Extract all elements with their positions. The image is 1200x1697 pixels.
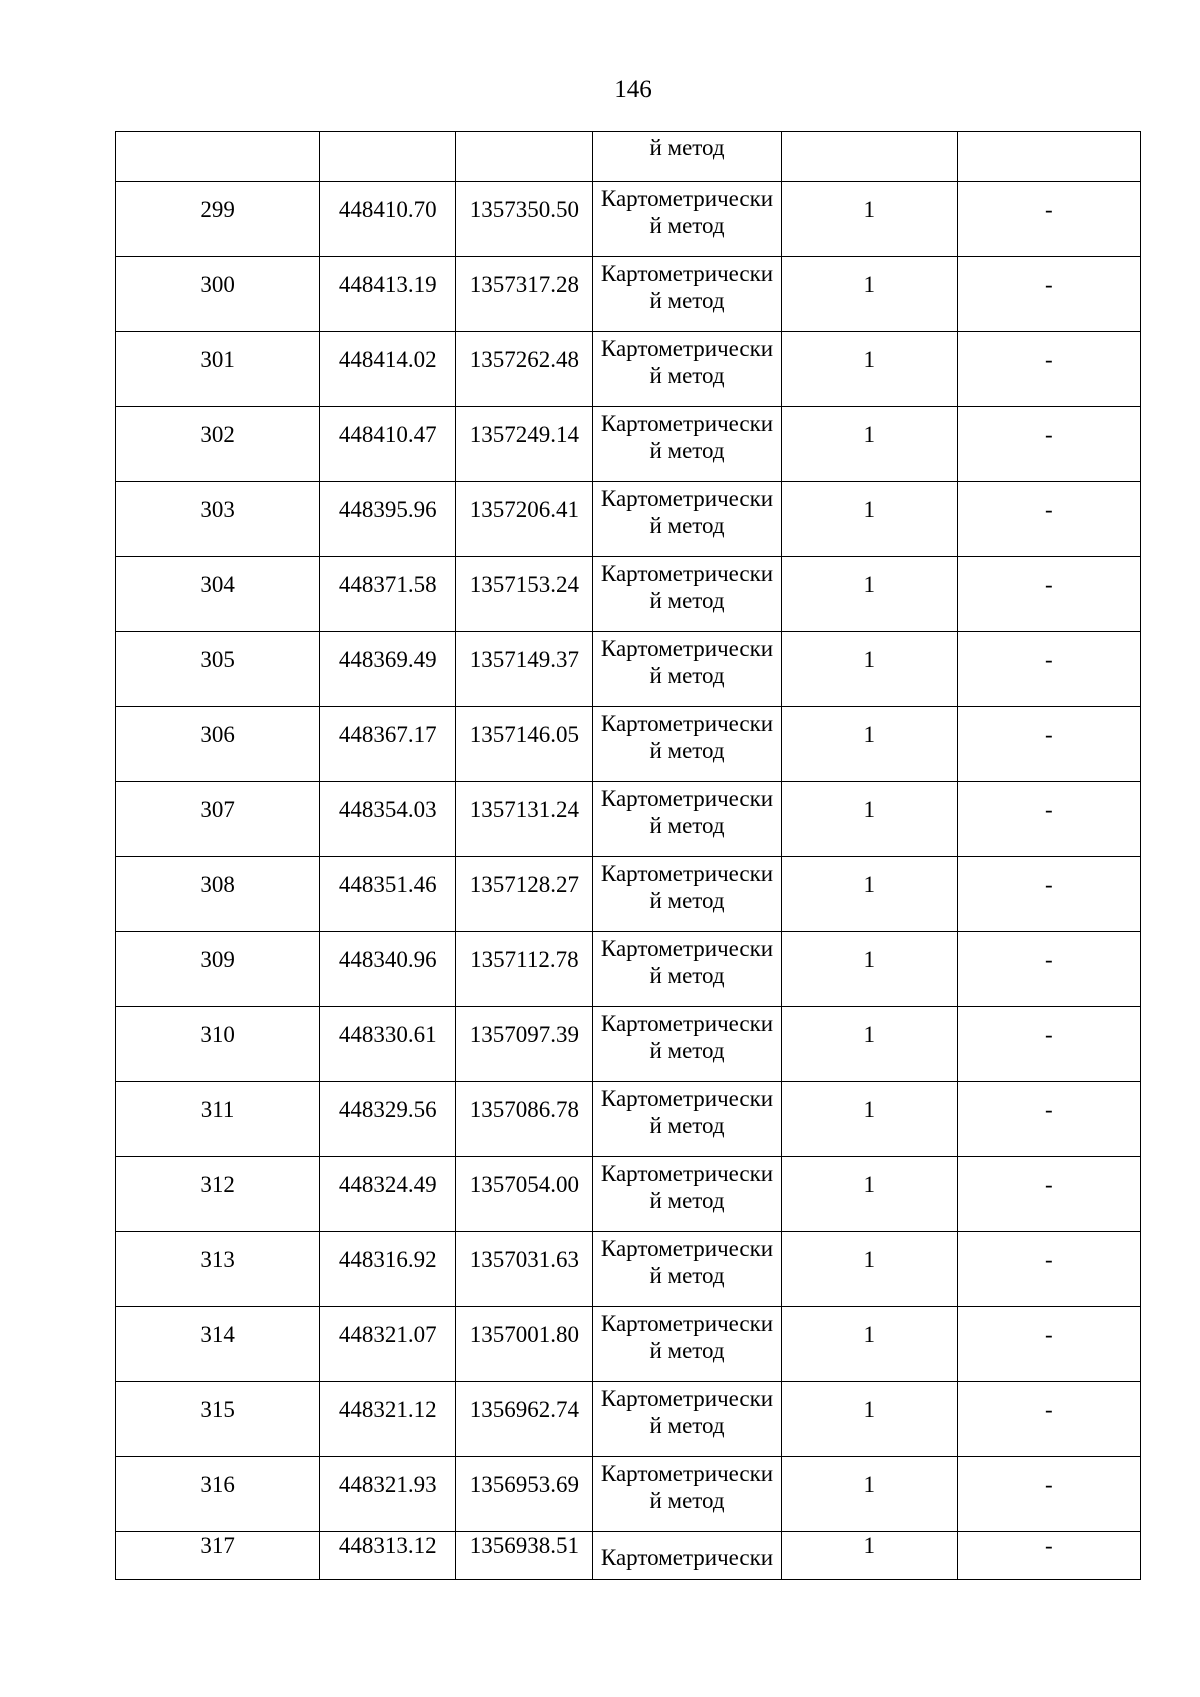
accuracy-cell: 1: [781, 1007, 957, 1082]
method-line-2: й метод: [649, 1188, 725, 1213]
accuracy-cell: 1: [781, 632, 957, 707]
y-cell: 1357128.27: [456, 857, 593, 932]
point-cell: 314: [116, 1307, 320, 1382]
x-cell: 448413.19: [320, 257, 456, 332]
note-cell: -: [957, 1532, 1140, 1580]
note-cell: -: [957, 1082, 1140, 1157]
x-cell: 448367.17: [320, 707, 456, 782]
method-cell: [593, 1007, 781, 1082]
x-cell: 448324.49: [320, 1157, 456, 1232]
note-cell: -: [957, 632, 1140, 707]
method-line-1: Картометрически: [600, 1236, 774, 1261]
method-cell: [593, 132, 781, 182]
x-cell: 448414.02: [320, 332, 456, 407]
method-line-2: й метод: [649, 1263, 725, 1288]
method-cell: [593, 707, 781, 782]
accuracy-cell: 1: [781, 182, 957, 257]
method-line-2: й метод: [649, 513, 725, 538]
note-cell: [957, 132, 1140, 182]
y-cell: 1357086.78: [456, 1082, 593, 1157]
accuracy-cell: 1: [781, 557, 957, 632]
note-cell: -: [957, 1382, 1140, 1457]
method-line-1: Картометрически: [600, 186, 774, 211]
x-cell: 448340.96: [320, 932, 456, 1007]
y-cell: 1357146.05: [456, 707, 593, 782]
y-cell: 1356953.69: [456, 1457, 593, 1532]
method-line-2: й метод: [649, 588, 725, 613]
x-cell: 448321.12: [320, 1382, 456, 1457]
y-cell: 1357350.50: [456, 182, 593, 257]
method-line-1: Картометрически: [600, 261, 774, 286]
note-cell: -: [957, 182, 1140, 257]
method-cell: [593, 932, 781, 1007]
method-cell: [593, 782, 781, 857]
method-cell: [593, 257, 781, 332]
point-cell: 316: [116, 1457, 320, 1532]
method-line-1: Картометрически: [600, 1311, 774, 1336]
accuracy-cell: 1: [781, 782, 957, 857]
accuracy-cell: 1: [781, 482, 957, 557]
method-cell: [593, 557, 781, 632]
y-cell: 1357097.39: [456, 1007, 593, 1082]
point-cell: 310: [116, 1007, 320, 1082]
method-line-1: Картометрически: [600, 1011, 774, 1036]
point-cell: 303: [116, 482, 320, 557]
accuracy-cell: 1: [781, 1382, 957, 1457]
table-row-last: [116, 1532, 1141, 1580]
point-cell: [116, 132, 320, 182]
method-cell: [593, 1532, 781, 1580]
table-row: [116, 1232, 1141, 1307]
x-cell: 448316.92: [320, 1232, 456, 1307]
method-line-1: Картометрически: [600, 936, 774, 961]
point-cell: 312: [116, 1157, 320, 1232]
method-line-2: й метод: [649, 663, 725, 688]
method-cell: [593, 1232, 781, 1307]
method-line-2: й метод: [649, 963, 725, 988]
accuracy-cell: 1: [781, 1457, 957, 1532]
method-line-2: й метод: [649, 288, 725, 313]
method-line-1: Картометрически: [600, 561, 774, 586]
accuracy-cell: 1: [781, 332, 957, 407]
table-row: [116, 332, 1141, 407]
note-cell: -: [957, 1457, 1140, 1532]
method-line-1: Картометрически: [600, 1161, 774, 1186]
method-line-2: й метод: [649, 738, 725, 763]
x-cell: 448321.07: [320, 1307, 456, 1382]
method-line-1: Картометрически: [600, 861, 774, 886]
accuracy-cell: 1: [781, 1232, 957, 1307]
method-cell: [593, 1157, 781, 1232]
table-row: [116, 1307, 1141, 1382]
table-row: [116, 1007, 1141, 1082]
method-cell: [593, 1307, 781, 1382]
method-line-1: Картометрически: [600, 486, 774, 511]
note-cell: -: [957, 1157, 1140, 1232]
note-cell: -: [957, 782, 1140, 857]
x-cell: 448395.96: [320, 482, 456, 557]
point-cell: 299: [116, 182, 320, 257]
method-line-1: Картометрически: [600, 1461, 774, 1486]
point-cell: 308: [116, 857, 320, 932]
method-line-1: Картометрически: [600, 636, 774, 661]
table-row: [116, 482, 1141, 557]
note-cell: -: [957, 407, 1140, 482]
method-line-1: Картометрически: [600, 336, 774, 361]
table-row: [116, 557, 1141, 632]
method-line-2: й метод: [649, 888, 725, 913]
x-cell: 448354.03: [320, 782, 456, 857]
x-cell: 448329.56: [320, 1082, 456, 1157]
x-cell: 448330.61: [320, 1007, 456, 1082]
point-cell: 305: [116, 632, 320, 707]
x-cell: 448313.12: [320, 1532, 456, 1580]
method-line-2: й метод: [649, 1413, 725, 1438]
point-cell: 304: [116, 557, 320, 632]
method-line-2: й метод: [649, 813, 725, 838]
y-cell: 1357001.80: [456, 1307, 593, 1382]
table-row: [116, 1457, 1141, 1532]
note-cell: -: [957, 557, 1140, 632]
table-row: [116, 782, 1141, 857]
method-line-2: й метод: [649, 1113, 725, 1138]
page-number: 146: [614, 76, 652, 103]
table-row: [116, 707, 1141, 782]
method-line-1: Картометрически: [600, 411, 774, 436]
y-cell: 1356962.74: [456, 1382, 593, 1457]
point-cell: 315: [116, 1382, 320, 1457]
point-cell: 309: [116, 932, 320, 1007]
y-cell: 1357262.48: [456, 332, 593, 407]
point-cell: 311: [116, 1082, 320, 1157]
x-cell: 448351.46: [320, 857, 456, 932]
method-line-2: й метод: [649, 363, 725, 388]
method-line-2: й метод: [649, 1038, 725, 1063]
point-cell: 317: [116, 1532, 320, 1580]
table-row: [116, 1382, 1141, 1457]
point-cell: 307: [116, 782, 320, 857]
accuracy-cell: 1: [781, 1307, 957, 1382]
method-line-2: й метод: [649, 1488, 725, 1513]
method-cell: [593, 1082, 781, 1157]
x-cell: 448371.58: [320, 557, 456, 632]
y-cell: 1357054.00: [456, 1157, 593, 1232]
accuracy-cell: 1: [781, 857, 957, 932]
x-cell: 448369.49: [320, 632, 456, 707]
point-cell: 301: [116, 332, 320, 407]
method-line-1: Картометрически: [600, 786, 774, 811]
accuracy-cell: 1: [781, 257, 957, 332]
table-row: [116, 1157, 1141, 1232]
method-cell: [593, 1457, 781, 1532]
y-cell: 1357249.14: [456, 407, 593, 482]
x-cell: 448410.47: [320, 407, 456, 482]
point-cell: 313: [116, 1232, 320, 1307]
x-cell: [320, 132, 456, 182]
table-row: [116, 932, 1141, 1007]
table-row: [116, 632, 1141, 707]
y-cell: 1357153.24: [456, 557, 593, 632]
coordinates-table: [115, 131, 1141, 1580]
point-cell: 306: [116, 707, 320, 782]
accuracy-cell: 1: [781, 1082, 957, 1157]
method-line-1: Картометрически: [600, 711, 774, 736]
table-row: [116, 857, 1141, 932]
note-cell: -: [957, 857, 1140, 932]
y-cell: [456, 132, 593, 182]
table-row: [116, 257, 1141, 332]
y-cell: 1357031.63: [456, 1232, 593, 1307]
y-cell: 1356938.51: [456, 1532, 593, 1580]
method-line-2: й метод: [649, 213, 725, 238]
y-cell: 1357149.37: [456, 632, 593, 707]
y-cell: 1357131.24: [456, 782, 593, 857]
method-cell: [593, 857, 781, 932]
note-cell: -: [957, 1307, 1140, 1382]
accuracy-cell: 1: [781, 707, 957, 782]
method-line-1: Картометрически: [600, 1086, 774, 1111]
table-row-continued: [116, 132, 1141, 182]
note-cell: -: [957, 707, 1140, 782]
accuracy-cell: 1: [781, 407, 957, 482]
note-cell: -: [957, 932, 1140, 1007]
method-line-1: Картометрически: [600, 1545, 774, 1570]
x-cell: 448321.93: [320, 1457, 456, 1532]
method-cell: [593, 482, 781, 557]
method-cell: [593, 632, 781, 707]
note-cell: -: [957, 257, 1140, 332]
point-cell: 300: [116, 257, 320, 332]
note-cell: -: [957, 1007, 1140, 1082]
x-cell: 448410.70: [320, 182, 456, 257]
table-body: [116, 132, 1141, 1580]
method-cell: [593, 1382, 781, 1457]
method-tail: й метод: [649, 135, 725, 160]
method-cell: [593, 332, 781, 407]
table-row: [116, 182, 1141, 257]
y-cell: 1357206.41: [456, 482, 593, 557]
method-line-2: й метод: [649, 1338, 725, 1363]
note-cell: -: [957, 482, 1140, 557]
y-cell: 1357112.78: [456, 932, 593, 1007]
method-cell: [593, 407, 781, 482]
accuracy-cell: [781, 132, 957, 182]
table-row: [116, 1082, 1141, 1157]
table-row: [116, 407, 1141, 482]
accuracy-cell: 1: [781, 1157, 957, 1232]
method-cell: [593, 182, 781, 257]
point-cell: 302: [116, 407, 320, 482]
accuracy-cell: 1: [781, 1532, 957, 1580]
method-line-1: Картометрически: [600, 1386, 774, 1411]
note-cell: -: [957, 1232, 1140, 1307]
note-cell: -: [957, 332, 1140, 407]
y-cell: 1357317.28: [456, 257, 593, 332]
method-line-2: й метод: [649, 438, 725, 463]
accuracy-cell: 1: [781, 932, 957, 1007]
